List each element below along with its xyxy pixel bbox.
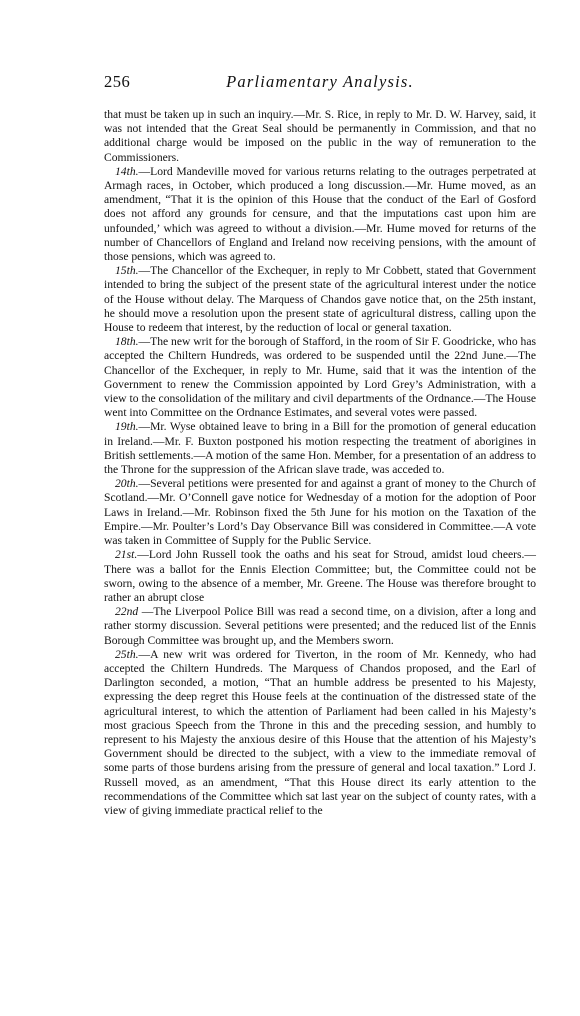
entry-date: 14th. bbox=[115, 164, 139, 178]
entry-date: 25th. bbox=[115, 647, 139, 661]
paragraph-25th bbox=[104, 648, 536, 818]
paragraph-text: —Mr. Wyse obtained leave to bring in a Bill for the promotion of general education in Ireland.—Mr. F. Buxton postponed his motion respecting the treatment of aborigines in British settlements.—A motion of the same Hon. Member, for a presentation of an address to the Throne for the suppression of the African slave trade, was acceded to. bbox=[104, 420, 536, 477]
entry-date: 20th. bbox=[115, 477, 139, 491]
document-page bbox=[104, 72, 536, 818]
paragraph-22nd bbox=[104, 605, 536, 648]
paragraph-18th bbox=[104, 335, 536, 420]
paragraph-continuation bbox=[104, 108, 536, 165]
paragraph-text: —Lord Mandeville moved for various returns relating to the outrages perpetrated at Armagh races, in October, which produced a long discussion.—Mr. Hume moved, as an amendment, “That it is the opinion of this House that the conduct of the Earl of Gosford does not afford any grounds for censure, and that the imputations cast upon him are unfounded,’ which was agreed to without a division.—Mr. Hume moved for returns of the number of Chancellors of England and Ireland now receiving pensions, with the amount of those pensions, which was agreed to. bbox=[104, 164, 536, 264]
paragraph-text: —The Chancellor of the Exchequer, in reply to Mr Cobbett, stated that Government intended to bring the subject of the present state of the agricultural interest under the notice of the House without delay. The Marquess of Chandos gave notice that, on the 25th instant, he should move a resolution upon the present state of agricultural distress, calling upon the House to redeem that interest, by the reduction of local or general taxation. bbox=[104, 264, 536, 335]
page-number: 256 bbox=[104, 72, 131, 91]
paragraph-text: that must be taken up in such an inquiry.—Mr. S. Rice, in reply to Mr. D. W. Harvey, said, it was not intended that the Great Seal should be permanently in Commission, and that no additional charge would be imposed on the public in the way of remuneration to the Commissioners. bbox=[104, 108, 536, 164]
paragraph-19th bbox=[104, 420, 536, 477]
page-header bbox=[104, 72, 536, 98]
article-body bbox=[104, 108, 536, 818]
paragraph-15th bbox=[104, 264, 536, 335]
entry-date: 22nd bbox=[115, 605, 139, 619]
running-title: Parliamentary Analysis. bbox=[226, 72, 414, 91]
entry-date: 19th. bbox=[115, 420, 139, 434]
paragraph-text: —The Liverpool Police Bill was read a second time, on a division, after a long and rather stormy discussion. Several petitions were presented; and the reduced list of the Ennis Borough Committee was brought up, and the Members sworn. bbox=[104, 605, 536, 647]
entry-date: 15th. bbox=[115, 264, 139, 278]
paragraph-text: —Several petitions were presented for and against a grant of money to the Church of Scotland.—Mr. O’Connell gave notice for Wednesday of a motion for the adoption of Poor Laws in Ireland.—Mr. Robinson fixed the 5th June for his motion on the Taxation of the Empire.—Mr. Poulter’s Lord’s Day Observance Bill was considered in Committee.—A vote was taken in Committee of Supply for the Public Service. bbox=[104, 477, 536, 548]
paragraph-20th bbox=[104, 477, 536, 548]
paragraph-text: —The new writ for the borough of Stafford, in the room of Sir F. Goodricke, who has accepted the Chiltern Hundreds, was ordered to be suspended until the 22nd June.—The Chancellor of the Exchequer, in reply to Mr. Hume, said that it was the intention of the Government to renew the Commission appointed by Lord Grey’s Administration, with a view to the consolidation of the military and civil departments of the Ordnance.—The House went into Committee on the Ordnance Estimates, and several votes were passed. bbox=[104, 335, 536, 420]
entry-date: 18th. bbox=[115, 335, 139, 349]
paragraph-text: —Lord John Russell took the oaths and his seat for Stroud, amidst loud cheers.—There was a ballot for the Ennis Election Committee; but, the Committee could not be sworn, owing to the absence of a member, Mr. Greene. The House was therefore brought to rather an abrupt close bbox=[104, 548, 536, 604]
paragraph-14th bbox=[104, 165, 536, 264]
entry-date: 21st. bbox=[115, 548, 138, 562]
paragraph-21st bbox=[104, 548, 536, 605]
paragraph-text: —A new writ was ordered for Tiverton, in the room of Mr. Kennedy, who had accepted the Chiltern Hundreds. The Marquess of Chandos proposed, and the Earl of Darlington seconded, a motion, “That an humble address be presented to his Majesty, expressing the deep regret this House feels at the continuation of the distressed state of the agricultural interest, to which the attention of Parliament had been called in his Majesty’s most gracious Speech from the Throne in this and the preceding session, and humbly to represent to his Majesty the anxious desire of this House that the attention of his Majesty’s Government should be directed to the subject, with a view to the immediate removal of some parts of those burdens arising from the pressure of general and local taxation.” Lord J. Russell moved, as an amendment, “That this House direct its early attention to the recommendations of the Committee which sat last year on the subject of county rates, with a view of giving immediate practical relief to the bbox=[104, 647, 536, 817]
